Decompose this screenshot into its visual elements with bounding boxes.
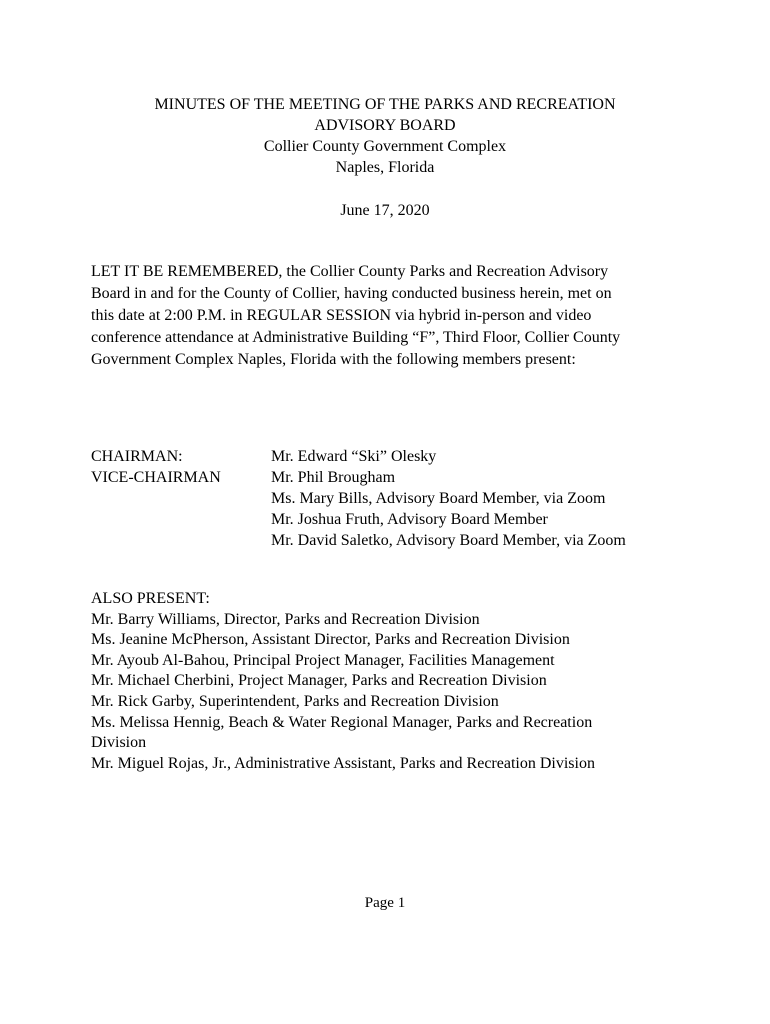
also-present-line: Division	[91, 734, 147, 752]
also-present-line: Mr. Ayoub Al-Bahou, Principal Project Manager, Facilities Management	[91, 651, 555, 669]
page-number: Page 1	[364, 895, 406, 911]
member-role: CHAIRMAN:	[91, 448, 183, 465]
member-role	[91, 530, 271, 551]
member-role	[91, 509, 271, 530]
member-name: Mr. Edward “Ski” Olesky	[271, 448, 437, 465]
member-role	[91, 488, 271, 509]
member-row	[91, 530, 731, 551]
header-title-line-1: MINUTES OF THE MEETING OF THE PARKS AND RECREATION	[154, 96, 616, 113]
intro-line: LET IT BE REMEMBERED, the Collier County Parks and Recreation Advisory	[91, 263, 609, 280]
also-present-line: Ms. Jeanine McPherson, Assistant Director, Parks and Recreation Division	[91, 631, 570, 649]
intro-line: conference attendance at Administrative Building “F”, Third Floor, Collier County	[91, 329, 621, 346]
also-present-line: Mr. Rick Garby, Superintendent, Parks and Recreation Division	[91, 692, 499, 710]
member-name: Mr. David Saletko, Advisory Board Member, via Zoom	[271, 532, 626, 549]
member-row	[91, 488, 731, 509]
also-present-line: Mr. Miguel Rojas, Jr., Administrative Assistant, Parks and Recreation Division	[91, 754, 595, 772]
header-location-line-1: Collier County Government Complex	[263, 138, 507, 155]
member-name: Ms. Mary Bills, Advisory Board Member, via Zoom	[271, 490, 606, 507]
intro-line: Board in and for the County of Collier, having conducted business herein, met on	[91, 285, 612, 302]
also-present-line: Ms. Melissa Hennig, Beach & Water Regional Manager, Parks and Recreation	[91, 713, 593, 731]
member-row	[91, 509, 731, 530]
header-title-line-2: ADVISORY BOARD	[314, 117, 456, 134]
members-present-list	[91, 446, 731, 551]
intro-paragraph	[91, 261, 691, 371]
intro-line: this date at 2:00 P.M. in REGULAR SESSION via hybrid in-person and video	[91, 307, 592, 324]
also-present-line: Mr. Michael Cherbini, Project Manager, Parks and Recreation Division	[91, 672, 547, 690]
also-present-section	[91, 589, 691, 774]
document-header	[0, 94, 770, 178]
meeting-date: June 17, 2020	[340, 202, 430, 219]
intro-line: Government Complex Naples, Florida with the following members present:	[91, 351, 576, 368]
also-present-line: Mr. Barry Williams, Director, Parks and Recreation Division	[91, 610, 480, 628]
member-name: Mr. Joshua Fruth, Advisory Board Member	[271, 511, 548, 528]
member-row	[91, 467, 731, 488]
also-present-heading: ALSO PRESENT:	[91, 590, 210, 607]
member-role: VICE-CHAIRMAN	[91, 469, 221, 486]
member-name: Mr. Phil Brougham	[271, 469, 396, 486]
header-location-line-2: Naples, Florida	[335, 159, 435, 176]
member-row	[91, 446, 731, 467]
